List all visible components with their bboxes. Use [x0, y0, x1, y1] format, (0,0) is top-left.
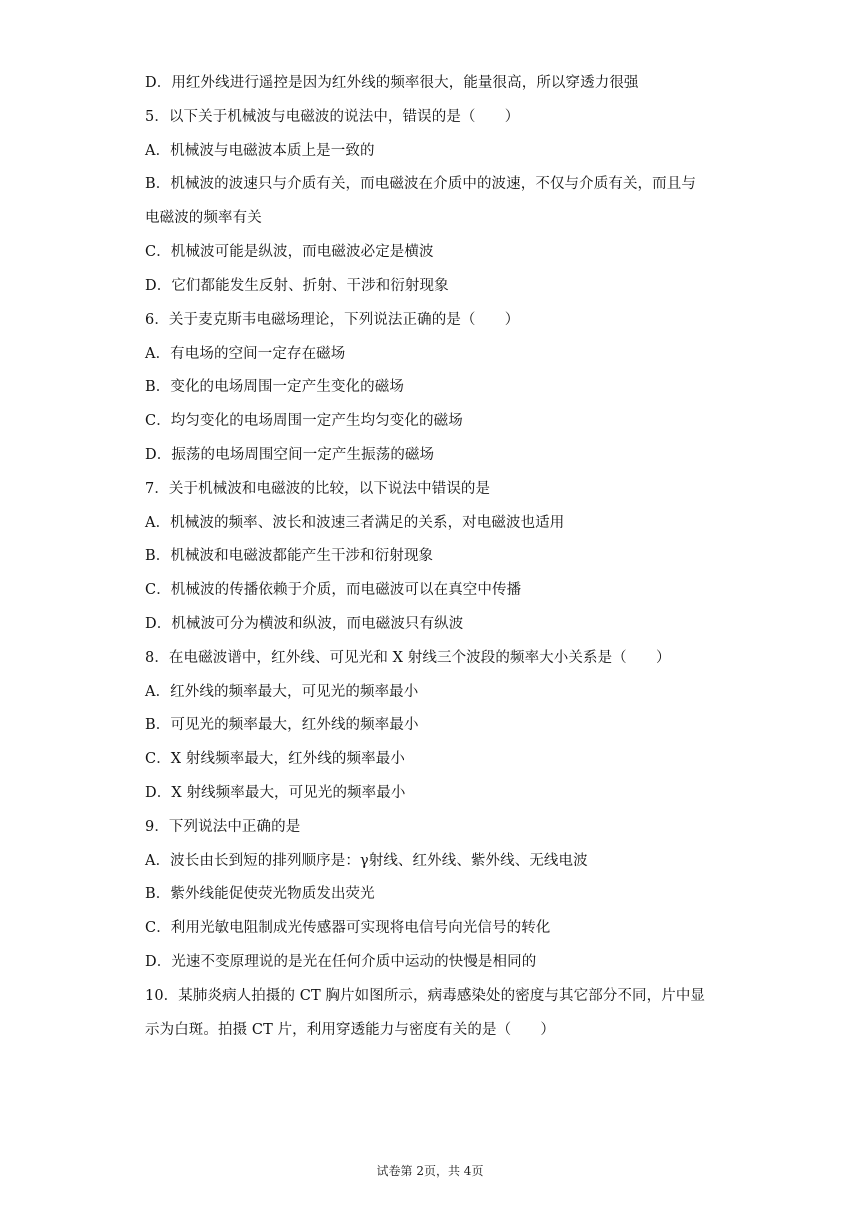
option-9b: B．紫外线能促使荧光物质发出荧光 — [145, 886, 375, 902]
option-7b: B．机械波和电磁波都能产生干涉和衍射现象 — [145, 548, 434, 564]
option-8c: C．X 射线频率最大，红外线的频率最小 — [145, 751, 405, 767]
option-9d: D．光速不变原理说的是光在任何介质中运动的快慢是相同的 — [145, 954, 537, 970]
option-6c: C．均匀变化的电场周围一定产生均匀变化的磁场 — [145, 413, 463, 429]
option-5c: C．机械波可能是纵波，而电磁波必定是横波 — [145, 244, 434, 260]
option-6b: B．变化的电场周围一定产生变化的磁场 — [145, 379, 404, 395]
option-8b: B．可见光的频率最大，红外线的频率最小 — [145, 717, 419, 733]
question-9-stem: 9．下列说法中正确的是 — [145, 819, 301, 835]
option-5b-line2: 电磁波的频率有关 — [145, 210, 262, 226]
option-8d: D．X 射线频率最大，可见光的频率最小 — [145, 785, 406, 801]
option-7c: C．机械波的传播依赖于介质，而电磁波可以在真空中传播 — [145, 582, 522, 598]
option-8a: A．红外线的频率最大，可见光的频率最小 — [145, 684, 419, 700]
option-6a: A．有电场的空间一定存在磁场 — [145, 346, 346, 362]
question-10-stem-line2: 示为白斑。拍摄 CT 片，利用穿透能力与密度有关的是（ ） — [145, 1022, 555, 1038]
question-6-stem: 6．关于麦克斯韦电磁场理论，下列说法正确的是（ ） — [145, 312, 520, 328]
option-4d: D．用红外线进行遥控是因为红外线的频率很大，能量很高，所以穿透力很强 — [145, 75, 639, 91]
option-6d: D．振荡的电场周围空间一定产生振荡的磁场 — [145, 447, 435, 463]
question-5-stem: 5．以下关于机械波与电磁波的说法中，错误的是（ ） — [145, 109, 520, 125]
option-9c: C．利用光敏电阻制成光传感器可实现将电信号向光信号的转化 — [145, 920, 551, 936]
option-7d: D．机械波可分为横波和纵波，而电磁波只有纵波 — [145, 616, 464, 632]
option-9a: A．波长由长到短的排列顺序是：γ射线、红外线、紫外线、无线电波 — [145, 853, 588, 869]
option-7a: A．机械波的频率、波长和波速三者满足的关系，对电磁波也适用 — [145, 515, 565, 531]
option-5b-line1: B．机械波的波速只与介质有关，而电磁波在介质中的波速，不仅与介质有关，而且与 — [145, 176, 696, 192]
option-5a: A．机械波与电磁波本质上是一致的 — [145, 143, 375, 159]
question-10-stem-line1: 10．某肺炎病人拍摄的 CT 胸片如图所示，病毒感染处的密度与其它部分不同，片中显 — [145, 988, 706, 1004]
question-7-stem: 7．关于机械波和电磁波的比较，以下说法中错误的是 — [145, 481, 491, 497]
option-5d: D．它们都能发生反射、折射、干涉和衍射现象 — [145, 278, 449, 294]
page-footer: 试卷第 2页，共 4页 — [376, 1164, 484, 1178]
question-8-stem: 8．在电磁波谱中，红外线、可见光和 X 射线三个波段的频率大小关系是（ ） — [145, 650, 671, 666]
